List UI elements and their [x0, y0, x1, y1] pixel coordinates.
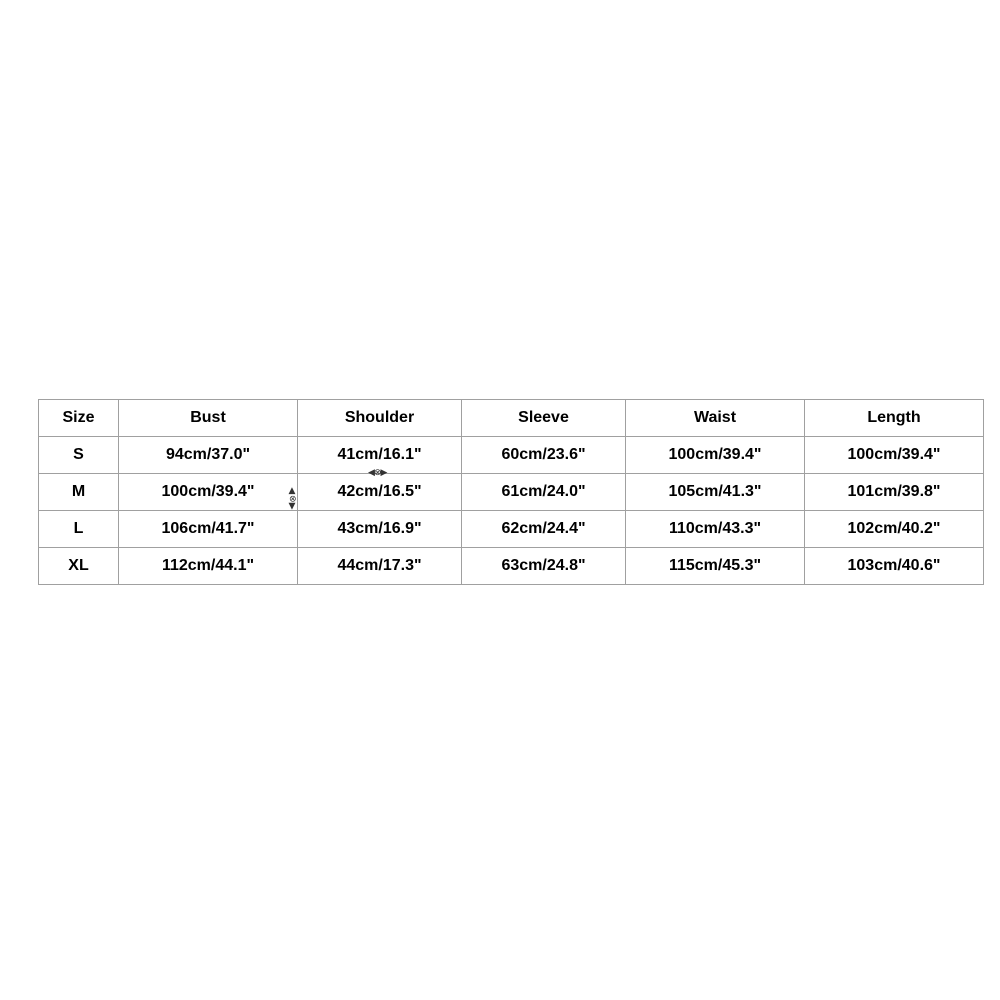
table-row: [39, 548, 984, 585]
table-header-row: [39, 400, 984, 437]
cell-bust: 100cm/39.4": [119, 474, 298, 511]
cell-length: 103cm/40.6": [805, 548, 984, 585]
cell-size: L: [39, 511, 119, 548]
cell-shoulder: 41cm/16.1": [298, 437, 462, 474]
header-size: Size: [39, 400, 119, 437]
cell-waist: 110cm/43.3": [626, 511, 805, 548]
cell-waist: 105cm/41.3": [626, 474, 805, 511]
resize-handle-icon[interactable]: ◀⊗▶: [368, 468, 387, 478]
cell-length: 101cm/39.8": [805, 474, 984, 511]
cell-bust: 106cm/41.7": [119, 511, 298, 548]
cell-shoulder: 42cm/16.5": [298, 474, 462, 511]
header-bust: Bust: [119, 400, 298, 437]
cell-size: M: [39, 474, 119, 511]
cell-size: S: [39, 437, 119, 474]
header-sleeve: Sleeve: [462, 400, 626, 437]
cell-length: 102cm/40.2": [805, 511, 984, 548]
table-row: [39, 511, 984, 548]
cell-waist: 100cm/39.4": [626, 437, 805, 474]
resize-handle-icon[interactable]: ▲⊗▼: [287, 486, 297, 511]
cell-bust: 112cm/44.1": [119, 548, 298, 585]
table-row: [39, 474, 984, 511]
cell-length: 100cm/39.4": [805, 437, 984, 474]
table-row: [39, 437, 984, 474]
size-chart-table: [38, 399, 984, 585]
cell-sleeve: 62cm/24.4": [462, 511, 626, 548]
cell-sleeve: 60cm/23.6": [462, 437, 626, 474]
cell-shoulder: 43cm/16.9": [298, 511, 462, 548]
header-shoulder: Shoulder: [298, 400, 462, 437]
cell-shoulder: 44cm/17.3": [298, 548, 462, 585]
cell-bust: 94cm/37.0": [119, 437, 298, 474]
header-length: Length: [805, 400, 984, 437]
header-waist: Waist: [626, 400, 805, 437]
cell-waist: 115cm/45.3": [626, 548, 805, 585]
cell-sleeve: 61cm/24.0": [462, 474, 626, 511]
cell-size: XL: [39, 548, 119, 585]
cell-sleeve: 63cm/24.8": [462, 548, 626, 585]
